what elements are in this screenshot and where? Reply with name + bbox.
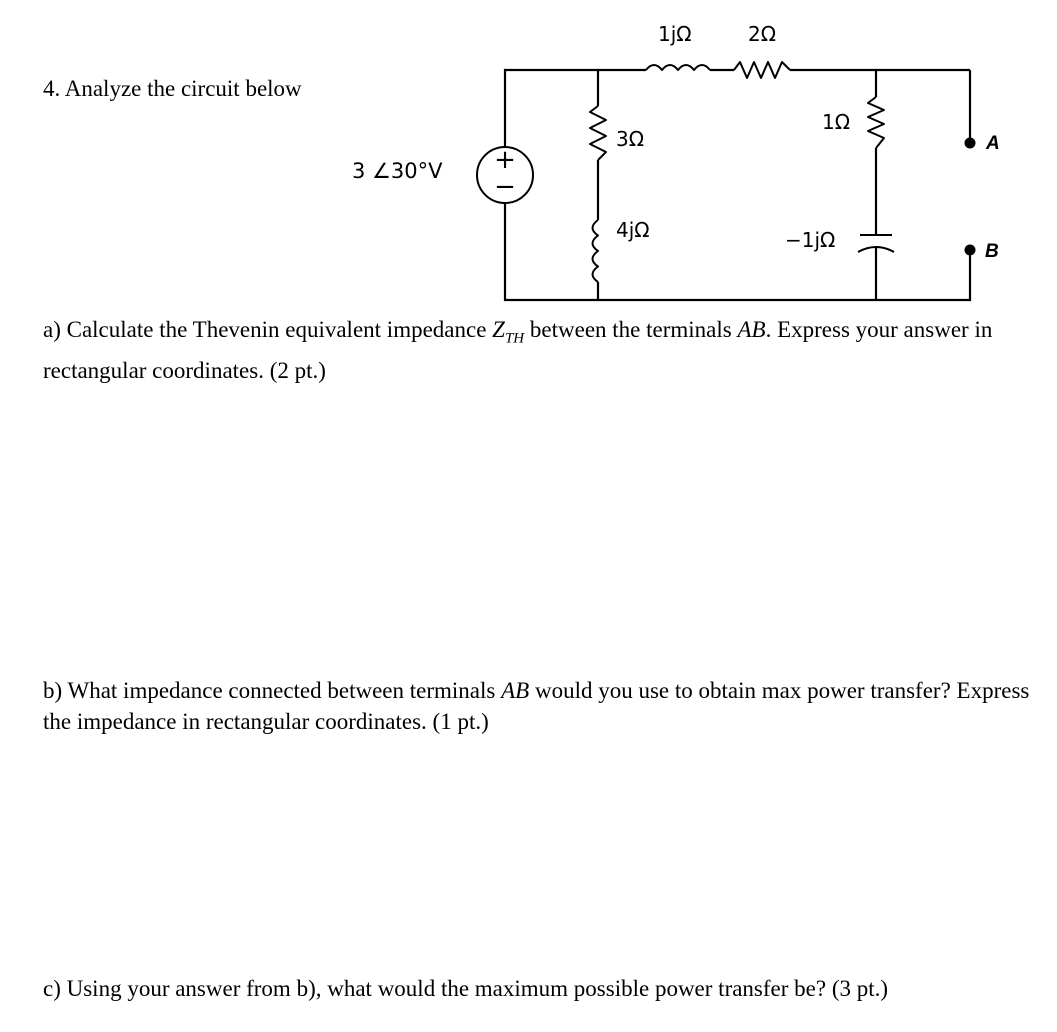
zth-subscript: TH bbox=[504, 330, 525, 347]
voltage-source bbox=[477, 145, 533, 203]
part-a-terminals: AB bbox=[737, 317, 766, 342]
terminal-a-label: A bbox=[986, 133, 1000, 154]
question-part-b bbox=[43, 675, 1033, 737]
right-resistor bbox=[868, 97, 884, 148]
question-title: 4. Analyze the circuit below bbox=[43, 76, 302, 101]
left-resistor bbox=[590, 106, 606, 160]
right-resistor-label: 1Ω bbox=[822, 110, 851, 134]
part-b-suffix: would you use to obtain max power transfer? Express the impedance in rectangular coordinates. (1 pt.) bbox=[43, 678, 1030, 734]
top-inductor-label: 1jΩ bbox=[658, 22, 692, 46]
terminal-b-label: B bbox=[985, 241, 999, 262]
source-minus-sign: − bbox=[494, 172, 516, 202]
top-inductor bbox=[646, 65, 710, 70]
part-b-terminals: AB bbox=[501, 678, 530, 703]
zth-symbol: Z bbox=[492, 317, 505, 342]
terminal-b-dot bbox=[965, 245, 976, 256]
circuit-diagram bbox=[0, 0, 1057, 320]
part-a-prefix: a) Calculate the Thevenin equivalent impedance bbox=[43, 317, 493, 342]
left-inductor-label: 4jΩ bbox=[616, 218, 650, 242]
part-a-suffix: . Express your answer in rectangular coordinates. (2 pt.) bbox=[43, 317, 993, 383]
question-part-a bbox=[43, 314, 1033, 386]
part-b-prefix: b) What impedance connected between terminals bbox=[43, 678, 502, 703]
left-resistor-label: 3Ω bbox=[616, 127, 645, 151]
source-plus-sign: + bbox=[494, 145, 516, 175]
source-label: 3 ∠30°V bbox=[352, 159, 443, 183]
question-part-c: c) Using your answer from b), what would the maximum possible power transfer be? (3 pt.) bbox=[43, 976, 889, 1001]
left-inductor bbox=[593, 220, 599, 282]
circuit-wires bbox=[505, 70, 970, 300]
top-resistor bbox=[734, 62, 790, 78]
part-a-middle: between the terminals bbox=[524, 317, 738, 342]
top-resistor-label: 2Ω bbox=[748, 22, 777, 46]
terminal-a-dot bbox=[965, 138, 976, 149]
right-capacitor-label: −1jΩ bbox=[785, 228, 836, 252]
